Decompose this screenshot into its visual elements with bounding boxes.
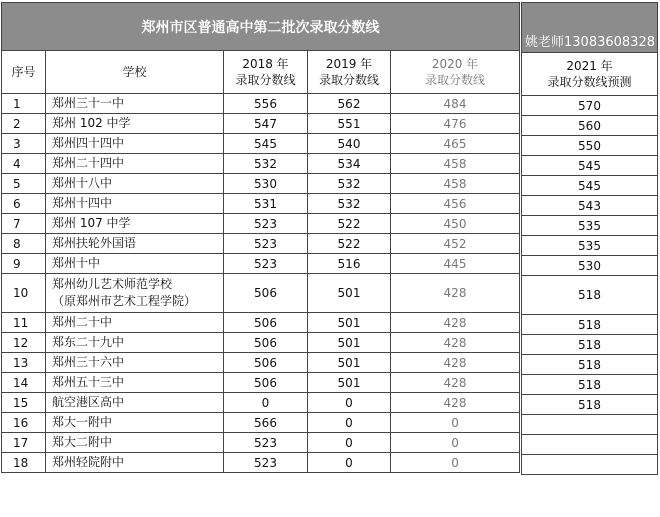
- row-index: 7: [2, 214, 46, 234]
- score-2019: 501: [308, 353, 391, 373]
- table-body: [2, 94, 520, 473]
- table-row: [2, 453, 520, 473]
- school-name: [46, 433, 224, 453]
- school-name: [46, 214, 224, 234]
- header-index: 序号: [2, 51, 46, 94]
- table-row: [2, 154, 520, 174]
- score-2020: 428: [391, 353, 520, 373]
- table-row: [2, 274, 520, 313]
- row-index: 11: [2, 313, 46, 333]
- score-2018: 530: [224, 174, 308, 194]
- score-2019: 0: [308, 453, 391, 473]
- row-index: 8: [2, 234, 46, 254]
- score-2020: 428: [391, 333, 520, 353]
- row-index: 10: [2, 274, 46, 313]
- score-2020: 456: [391, 194, 520, 214]
- prediction-row: [522, 216, 658, 236]
- school-name-line: 郑州幼儿艺术师范学校: [52, 277, 173, 291]
- school-name-line: 郑大二附中: [52, 435, 113, 449]
- school-name: [46, 194, 224, 214]
- score-2018: 532: [224, 154, 308, 174]
- score-2020: 445: [391, 254, 520, 274]
- row-index: 18: [2, 453, 46, 473]
- prediction-row: [522, 315, 658, 335]
- prediction-2021: 545: [522, 156, 658, 176]
- table-row: [2, 114, 520, 134]
- row-index: 13: [2, 353, 46, 373]
- score-2018: 523: [224, 254, 308, 274]
- score-2020: 428: [391, 393, 520, 413]
- row-index: 16: [2, 413, 46, 433]
- school-name-line: 郑州轻院附中: [52, 455, 125, 469]
- score-2018: 566: [224, 413, 308, 433]
- score-2020: 0: [391, 433, 520, 453]
- score-2020: 0: [391, 453, 520, 473]
- table-row: [2, 333, 520, 353]
- school-name-line: 郑州十八中: [52, 176, 113, 190]
- table-row: [2, 433, 520, 453]
- row-index: 12: [2, 333, 46, 353]
- row-index: 6: [2, 194, 46, 214]
- table-row: [2, 214, 520, 234]
- score-2020: 458: [391, 174, 520, 194]
- school-name: [46, 413, 224, 433]
- prediction-row: [522, 355, 658, 375]
- table-row: [2, 393, 520, 413]
- school-name-line: 郑州二十中: [52, 315, 113, 329]
- school-name: [46, 453, 224, 473]
- prediction-2021: [522, 455, 658, 475]
- score-2019: 522: [308, 234, 391, 254]
- score-2020: 428: [391, 274, 520, 313]
- prediction-2021: 535: [522, 236, 658, 256]
- table-row: [2, 94, 520, 114]
- table-row: [2, 174, 520, 194]
- score-2020: 452: [391, 234, 520, 254]
- score-2018: 547: [224, 114, 308, 134]
- school-name-line: 郑州三十六中: [52, 355, 125, 369]
- school-name: [46, 234, 224, 254]
- prediction-table: [521, 2, 658, 475]
- table-row: [2, 234, 520, 254]
- school-name-line: 郑州 102 中学: [52, 116, 131, 130]
- prediction-row: [522, 435, 658, 455]
- prediction-row: [522, 335, 658, 355]
- score-2019: 532: [308, 174, 391, 194]
- table-row: [2, 313, 520, 333]
- score-2019: 522: [308, 214, 391, 234]
- score-2020: 428: [391, 373, 520, 393]
- row-index: 4: [2, 154, 46, 174]
- score-2018: 556: [224, 94, 308, 114]
- table-row: [2, 353, 520, 373]
- prediction-row: [522, 136, 658, 156]
- table-row: [2, 413, 520, 433]
- school-name: [46, 373, 224, 393]
- school-name-line: （原郑州市艺术工程学院）: [52, 294, 197, 308]
- score-2019: 0: [308, 393, 391, 413]
- score-2020: 484: [391, 94, 520, 114]
- prediction-row: [522, 375, 658, 395]
- school-name: [46, 393, 224, 413]
- score-2019: 540: [308, 134, 391, 154]
- school-name-line: 郑州十中: [52, 256, 101, 270]
- prediction-row: [522, 236, 658, 256]
- school-name-line: 郑州扶轮外国语: [52, 236, 137, 250]
- prediction-2021: 535: [522, 216, 658, 236]
- contact-label: 姚老师13083608328: [522, 3, 658, 53]
- prediction-2021: 518: [522, 276, 658, 315]
- school-name: [46, 353, 224, 373]
- school-name: [46, 154, 224, 174]
- score-2019: 532: [308, 194, 391, 214]
- score-2018: 531: [224, 194, 308, 214]
- row-index: 14: [2, 373, 46, 393]
- table-title: 郑州市区普通高中第二批次录取分数线: [2, 3, 520, 51]
- row-index: 15: [2, 393, 46, 413]
- school-name-line: 郑州五十三中: [52, 375, 125, 389]
- school-name: [46, 313, 224, 333]
- school-name-line: 郑州 107 中学: [52, 216, 131, 230]
- score-2018: 506: [224, 353, 308, 373]
- school-name-line: 郑州三十一中: [52, 96, 125, 110]
- school-name: [46, 134, 224, 154]
- score-2019: 516: [308, 254, 391, 274]
- prediction-row: [522, 116, 658, 136]
- score-2020: 458: [391, 154, 520, 174]
- prediction-2021: 543: [522, 196, 658, 216]
- score-2019: 534: [308, 154, 391, 174]
- score-2019: 0: [308, 433, 391, 453]
- score-2019: 501: [308, 373, 391, 393]
- score-2019: 562: [308, 94, 391, 114]
- prediction-body: [522, 96, 658, 475]
- header-2020: 2020 年 录取分数线: [391, 51, 520, 94]
- prediction-2021: 518: [522, 395, 658, 415]
- prediction-row: [522, 276, 658, 315]
- prediction-2021: 560: [522, 116, 658, 136]
- school-name-line: 郑州四十四中: [52, 136, 125, 150]
- score-2018: 0: [224, 393, 308, 413]
- prediction-2021: 518: [522, 355, 658, 375]
- prediction-2021: 545: [522, 176, 658, 196]
- prediction-2021: [522, 415, 658, 435]
- header-2021: 2021 年 录取分数线预测: [522, 53, 658, 96]
- prediction-2021: 570: [522, 96, 658, 116]
- score-2018: 523: [224, 234, 308, 254]
- table-row: [2, 254, 520, 274]
- school-name-line: 郑东二十九中: [52, 335, 125, 349]
- school-name: [46, 274, 224, 313]
- score-2020: 428: [391, 313, 520, 333]
- header-2019: 2019 年 录取分数线: [308, 51, 391, 94]
- score-2018: 506: [224, 274, 308, 313]
- score-2018: 523: [224, 214, 308, 234]
- score-2019: 0: [308, 413, 391, 433]
- score-2018: 523: [224, 433, 308, 453]
- table-row: [2, 134, 520, 154]
- school-name: [46, 94, 224, 114]
- score-2020: 465: [391, 134, 520, 154]
- score-2020: 450: [391, 214, 520, 234]
- school-name: [46, 333, 224, 353]
- admission-score-table: [1, 2, 520, 473]
- prediction-2021: 518: [522, 375, 658, 395]
- score-2019: 501: [308, 313, 391, 333]
- prediction-2021: [522, 435, 658, 455]
- prediction-2021: 518: [522, 335, 658, 355]
- score-2018: 506: [224, 333, 308, 353]
- row-index: 1: [2, 94, 46, 114]
- prediction-row: [522, 156, 658, 176]
- prediction-row: [522, 196, 658, 216]
- row-index: 3: [2, 134, 46, 154]
- prediction-row: [522, 455, 658, 475]
- school-name: [46, 114, 224, 134]
- row-index: 17: [2, 433, 46, 453]
- prediction-2021: 550: [522, 136, 658, 156]
- score-2019: 551: [308, 114, 391, 134]
- score-2020: 476: [391, 114, 520, 134]
- prediction-row: [522, 256, 658, 276]
- table-row: [2, 194, 520, 214]
- score-2019: 501: [308, 274, 391, 313]
- header-2018: 2018 年 录取分数线: [224, 51, 308, 94]
- prediction-2021: 530: [522, 256, 658, 276]
- school-name-line: 郑大一附中: [52, 415, 113, 429]
- row-index: 2: [2, 114, 46, 134]
- school-name-line: 航空港区高中: [52, 395, 125, 409]
- prediction-row: [522, 176, 658, 196]
- prediction-row: [522, 96, 658, 116]
- score-2018: 545: [224, 134, 308, 154]
- score-2019: 501: [308, 333, 391, 353]
- school-name: [46, 174, 224, 194]
- score-2018: 506: [224, 313, 308, 333]
- row-index: 5: [2, 174, 46, 194]
- score-2018: 523: [224, 453, 308, 473]
- row-index: 9: [2, 254, 46, 274]
- prediction-row: [522, 395, 658, 415]
- school-name: [46, 254, 224, 274]
- prediction-row: [522, 415, 658, 435]
- score-2020: 0: [391, 413, 520, 433]
- school-name-line: 郑州十四中: [52, 196, 113, 210]
- table-row: [2, 373, 520, 393]
- school-name-line: 郑州二十四中: [52, 156, 125, 170]
- prediction-2021: 518: [522, 315, 658, 335]
- score-2018: 506: [224, 373, 308, 393]
- header-school: 学校: [46, 51, 224, 94]
